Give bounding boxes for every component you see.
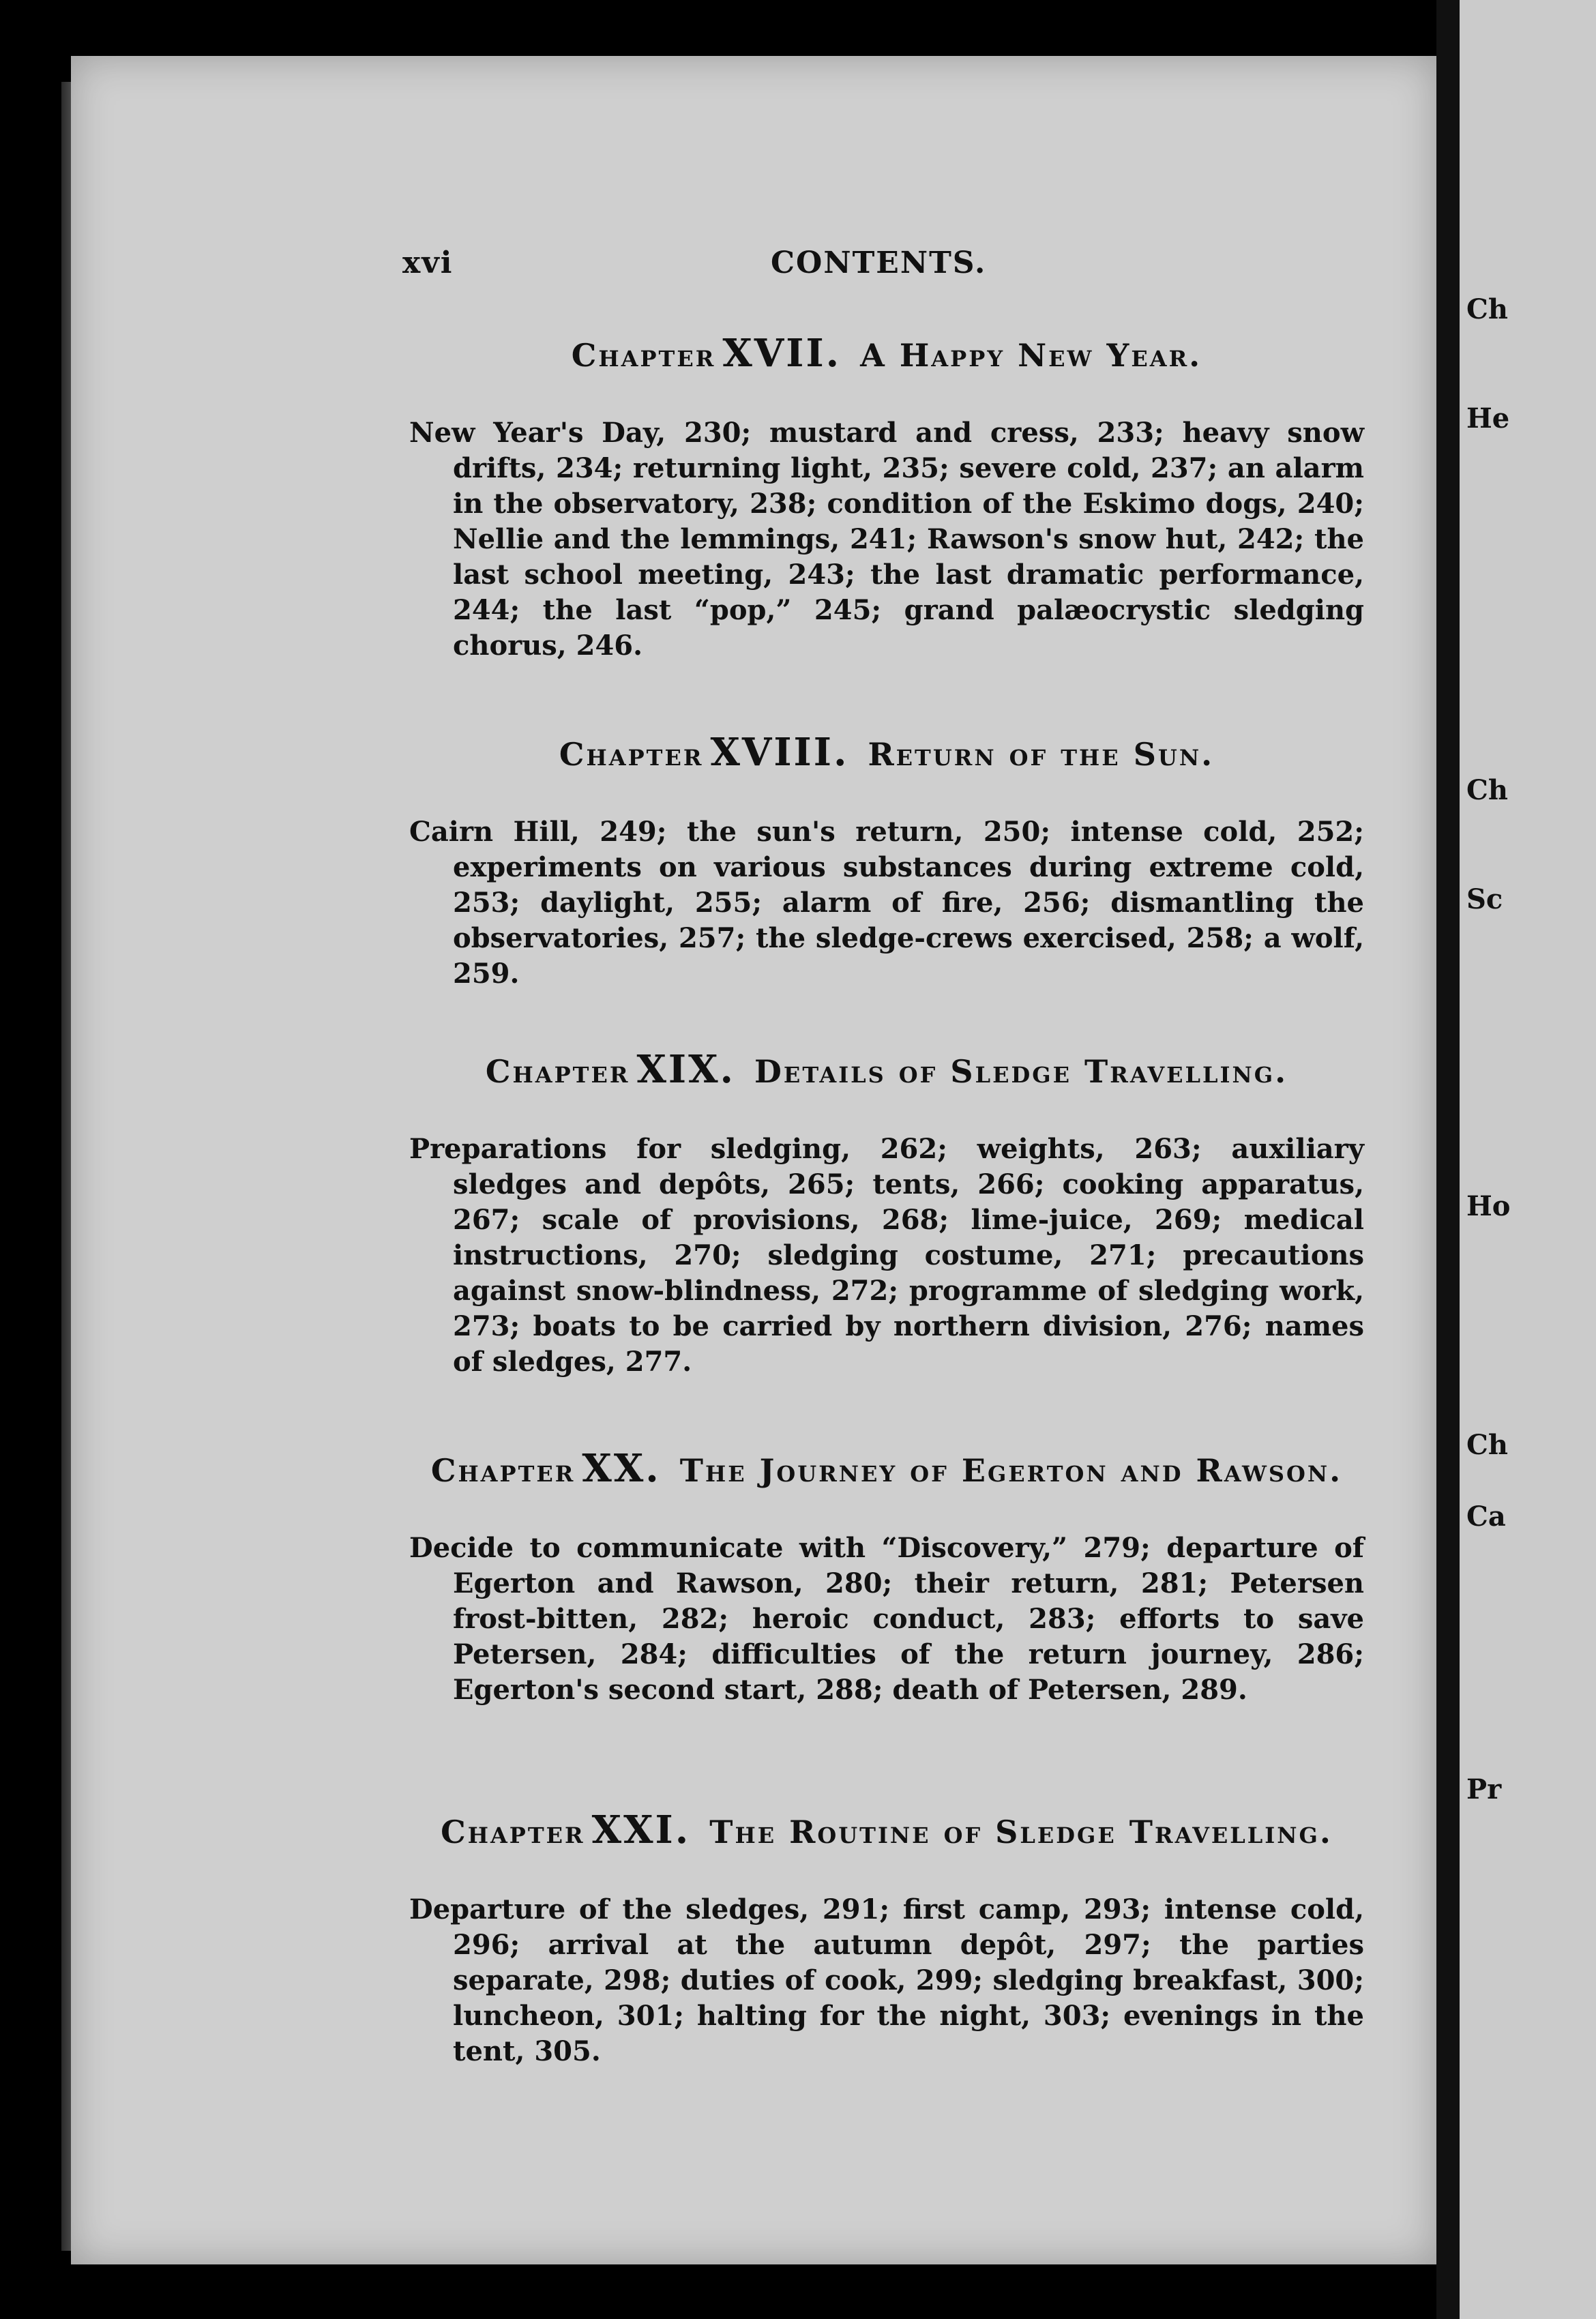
chapter-summary: Departure of the sledges, 291; first camp, 293; intense cold, 296; arrival at the autumn depôt, 297; the parties separate, 298; duties of cook, 299; sledging breakfast, 300; luncheon, 301; halting for the night, 303; evenings in the tent, 305. — [409, 1893, 1364, 2067]
facing-page-fragment: Sc — [1466, 883, 1503, 915]
facing-page-fragment: Ca — [1466, 1501, 1506, 1533]
chapter-summary: Cairn Hill, 249; the sun's return, 250; intense cold, 252; experiments on various substances during extreme cold, 253; daylight, 255; alarm of fire, 256; dismantling the observatories, 257; the sledge-crews exercised, 258; a wolf, 259. — [409, 816, 1364, 990]
chapter-label: Chapter — [441, 1814, 585, 1850]
chapter-number: XIX. — [636, 1047, 736, 1092]
chapter-title: Details of Sledge Travelling. — [754, 1053, 1288, 1090]
facing-page-fragment: Ch — [1466, 1429, 1508, 1461]
page-number: xvi — [402, 246, 454, 280]
facing-page-fragment: Ch — [1466, 774, 1508, 806]
chapter-entry — [409, 1807, 1364, 2069]
chapter-entry — [409, 331, 1364, 664]
chapter-heading — [409, 1446, 1364, 1491]
chapter-label: Chapter — [559, 736, 704, 773]
chapter-heading — [409, 1807, 1364, 1852]
chapter-number: XVII. — [722, 331, 842, 376]
chapter-number: XVIII. — [710, 730, 849, 775]
chapter-heading — [409, 1047, 1364, 1092]
facing-page-fragment: Ho — [1466, 1190, 1511, 1222]
chapter-title: Return of the Sun. — [868, 736, 1215, 773]
chapter-label: Chapter — [571, 337, 716, 374]
chapter-summary: New Year's Day, 230; mustard and cress, 233; heavy snow drifts, 234; returning light, 235; severe cold, 237; an alarm in the observatory, 238; condition of the Eskimo dogs, 240; Nellie and the lemmings, 241; Rawson's snow hut, 242; the last school meeting, 243; the last dramatic performance, 244; the last “pop,” 245; grand palæocrystic sledging chorus, 246. — [409, 417, 1364, 662]
chapter-label: Chapter — [485, 1053, 630, 1090]
facing-page-fragment: Ch — [1466, 293, 1508, 325]
chapter-number: XXI. — [591, 1807, 691, 1852]
running-title: CONTENTS. — [771, 246, 987, 280]
chapter-label: Chapter — [430, 1452, 576, 1489]
chapter-heading — [409, 730, 1364, 775]
facing-page — [1460, 0, 1596, 2319]
chapter-title: A Happy New Year. — [860, 337, 1202, 374]
chapter-number: XX. — [582, 1446, 661, 1491]
chapter-summary: Decide to communicate with “Discovery,” 279; departure of Egerton and Rawson, 280; their return, 281; Petersen frost-bitten, 282; heroic conduct, 283; efforts to save Petersen, 284; difficulties of the return journey, 286; Egerton's second start, 288; death of Petersen, 289. — [409, 1532, 1364, 1706]
chapter-heading — [409, 331, 1364, 376]
chapter-entry — [409, 1047, 1364, 1380]
chapter-entry — [409, 1446, 1364, 1708]
facing-page-fragment: Pr — [1466, 1773, 1502, 1805]
chapter-title: The Journey of Egerton and Rawson. — [679, 1452, 1343, 1489]
book-gutter — [1436, 0, 1460, 2319]
chapter-title: The Routine of Sledge Travelling. — [709, 1814, 1333, 1850]
facing-page-fragment: He — [1466, 402, 1510, 434]
chapter-summary: Preparations for sledging, 262; weights, 263; auxiliary sledges and depôts, 265; tents, 266; cooking apparatus, 267; scale of provisions, 268; lime-juice, 269; medical instructions, 270; sledging costume, 271; precautions against snow-blindness, 272; programme of sledging work, 273; boats to be carried by northern division, 276; names of sledges, 277. — [409, 1133, 1364, 1378]
chapter-entry — [409, 730, 1364, 992]
